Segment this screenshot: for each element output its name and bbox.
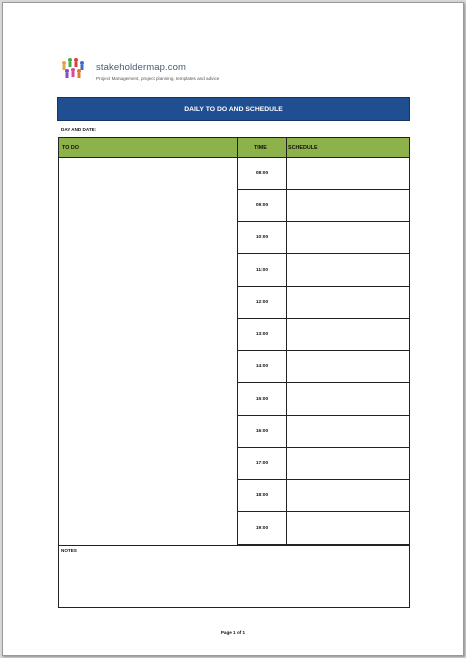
time-slot [237,448,410,480]
time-slot [237,351,410,383]
document-title: DAILY TO DO AND SCHEDULE [57,97,410,121]
day-and-date-label: DAY AND DATE: [61,127,97,132]
time-label: 14:00 [255,364,269,369]
day-and-date-row [58,119,410,137]
notes-box [58,545,410,608]
stakeholder-people-logo [58,57,88,81]
time-label: 08:00 [255,171,269,176]
document-page [2,2,464,656]
time-column-header: TIME [254,145,267,151]
todo-column-header: TO DO [62,145,79,151]
header-divider [237,138,238,157]
time-label: 09:00 [255,203,269,208]
schedule-column-header: SCHEDULE [288,145,318,151]
schedule-grid [58,158,410,545]
page-number: Page 1 of 1 [220,630,246,635]
notes-label: NOTES [61,548,77,553]
time-slot [237,416,410,448]
time-label: 11:00 [255,268,268,273]
brand-name: stakeholdermap.com [96,62,186,73]
time-slot [237,255,410,287]
time-slot [237,158,410,190]
time-slot [237,319,410,351]
time-slot [237,222,410,254]
time-slot [237,513,410,545]
time-label: 10:00 [255,235,269,240]
time-label: 12:00 [255,300,269,305]
header-divider [286,138,287,157]
time-label: 18:00 [255,493,269,498]
time-slot [237,384,410,416]
table-header-row [58,137,410,158]
time-label: 19:00 [255,526,269,531]
time-label: 17:00 [255,461,269,466]
time-label: 15:00 [255,397,269,402]
time-slot [237,287,410,319]
time-label: 16:00 [255,429,269,434]
time-slot [237,480,410,512]
brand-tagline: Project Management, project planning, templates and advice [96,76,220,81]
time-slot [237,190,410,222]
time-label: 13:00 [255,332,269,337]
